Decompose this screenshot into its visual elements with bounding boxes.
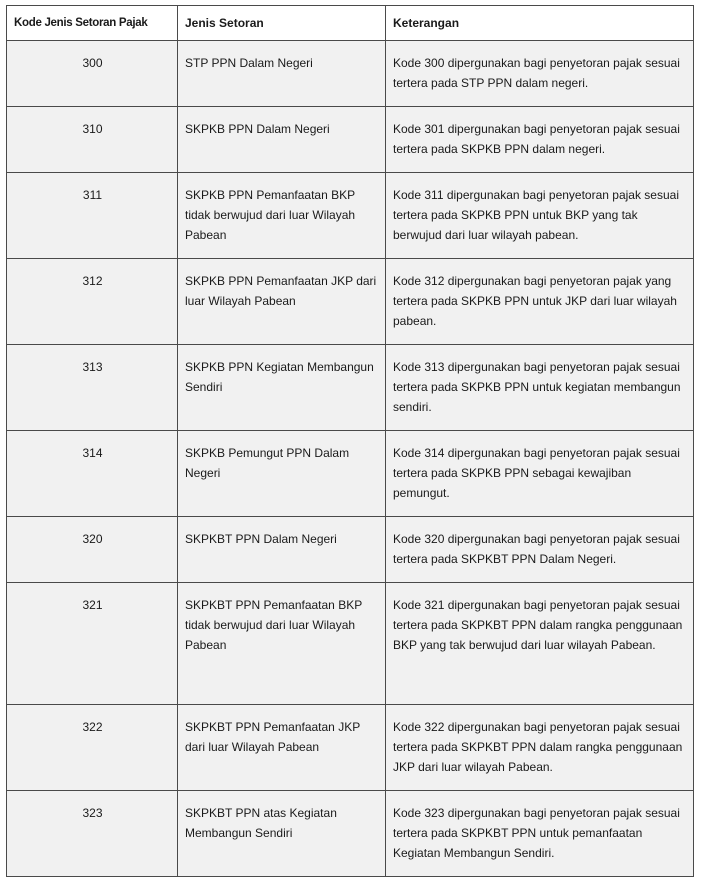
cell-type: SKPKBT PPN Dalam Negeri [178, 517, 386, 583]
table-row [7, 517, 694, 583]
table-header [7, 6, 694, 41]
cell-description: Kode 320 dipergunakan bagi penyetoran pajak sesuai tertera pada SKPKBT PPN Dalam Negeri. [386, 517, 694, 583]
cell-code: 320 [7, 517, 178, 583]
cell-code: 310 [7, 107, 178, 173]
cell-type: SKPKB Pemungut PPN Dalam Negeri [178, 431, 386, 517]
cell-code: 323 [7, 791, 178, 877]
cell-type: SKPKB PPN Pemanfaatan BKP tidak berwujud dari luar Wilayah Pabean [178, 173, 386, 259]
cell-description: Kode 313 dipergunakan bagi penyetoran pajak sesuai tertera pada SKPKB PPN untuk kegiatan membangun sendiri. [386, 345, 694, 431]
table-row [7, 345, 694, 431]
cell-type: SKPKB PPN Pemanfaatan JKP dari luar Wilayah Pabean [178, 259, 386, 345]
table-row [7, 791, 694, 877]
cell-description: Kode 314 dipergunakan bagi penyetoran pajak sesuai tertera pada SKPKB PPN sebagai kewajiban pemungut. [386, 431, 694, 517]
cell-code: 311 [7, 173, 178, 259]
cell-code: 312 [7, 259, 178, 345]
table-body [7, 41, 694, 877]
cell-code: 322 [7, 705, 178, 791]
tax-code-table [6, 5, 694, 877]
cell-code: 321 [7, 583, 178, 705]
cell-code: 314 [7, 431, 178, 517]
cell-description: Kode 323 dipergunakan bagi penyetoran pajak sesuai tertera pada SKPKBT PPN untuk pemanfaatan Kegiatan Membangun Sendiri. [386, 791, 694, 877]
cell-type: SKPKBT PPN Pemanfaatan JKP dari luar Wilayah Pabean [178, 705, 386, 791]
header-description: Keterangan [386, 6, 694, 41]
table-row [7, 173, 694, 259]
cell-type: SKPKBT PPN atas Kegiatan Membangun Sendiri [178, 791, 386, 877]
cell-description: Kode 321 dipergunakan bagi penyetoran pajak sesuai tertera pada SKPKBT PPN dalam rangka penggunaan BKP yang tak berwujud dari luar wilayah Pabean. [386, 583, 694, 705]
cell-code: 313 [7, 345, 178, 431]
header-row [7, 6, 694, 41]
cell-type: SKPKBT PPN Pemanfaatan BKP tidak berwujud dari luar Wilayah Pabean [178, 583, 386, 705]
cell-type: SKPKB PPN Kegiatan Membangun Sendiri [178, 345, 386, 431]
table-row [7, 705, 694, 791]
table-row [7, 583, 694, 705]
cell-description: Kode 301 dipergunakan bagi penyetoran pajak sesuai tertera pada SKPKB PPN dalam negeri. [386, 107, 694, 173]
table-row [7, 107, 694, 173]
cell-description: Kode 300 dipergunakan bagi penyetoran pajak sesuai tertera pada STP PPN dalam negeri. [386, 41, 694, 107]
table-row [7, 259, 694, 345]
cell-description: Kode 312 dipergunakan bagi penyetoran pajak yang tertera pada SKPKB PPN untuk JKP dari luar wilayah pabean. [386, 259, 694, 345]
cell-description: Kode 322 dipergunakan bagi penyetoran pajak sesuai tertera pada SKPKBT PPN dalam rangka penggunaan JKP dari luar wilayah Pabean. [386, 705, 694, 791]
cell-type: SKPKB PPN Dalam Negeri [178, 107, 386, 173]
table-row [7, 431, 694, 517]
header-code: Kode Jenis Setoran Pajak [7, 6, 178, 41]
cell-type: STP PPN Dalam Negeri [178, 41, 386, 107]
cell-description: Kode 311 dipergunakan bagi penyetoran pajak sesuai tertera pada SKPKB PPN untuk BKP yang tak berwujud dari luar wilayah pabean. [386, 173, 694, 259]
cell-code: 300 [7, 41, 178, 107]
table-row [7, 41, 694, 107]
header-type: Jenis Setoran [178, 6, 386, 41]
